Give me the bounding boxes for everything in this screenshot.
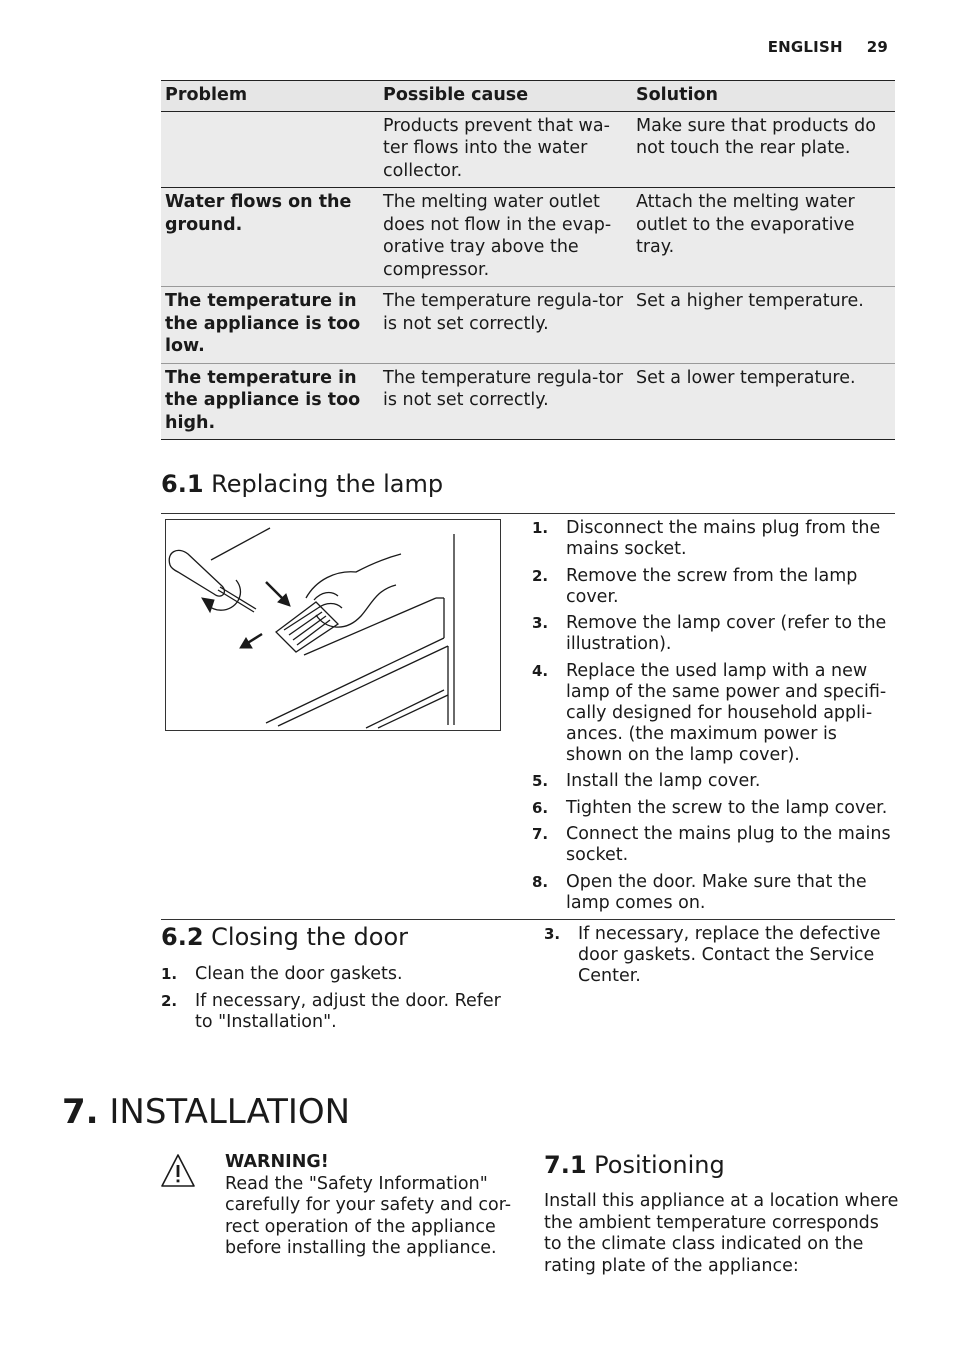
solution-cell: Set a higher temperature. xyxy=(632,287,895,364)
list-item xyxy=(532,872,892,914)
section-number: 6.1 xyxy=(161,470,204,498)
step-number: 5. xyxy=(532,772,549,790)
problem-cell xyxy=(161,111,379,188)
page-number: 29 xyxy=(866,38,888,56)
cause-cell: The temperature regula-tor is not set correctly. xyxy=(379,287,632,364)
solution-cell: Attach the melting water outlet to the evaporative tray. xyxy=(632,188,895,287)
step-text: Replace the used lamp with a new lamp of the same power and specifi-cally designed for household appli-ances. (the maximum power is shown on the lamp cover). xyxy=(566,660,887,765)
chapter-7-heading xyxy=(62,1092,350,1132)
lamp-replacement-steps xyxy=(532,518,892,919)
section-6-1-heading xyxy=(161,470,443,498)
step-number: 3. xyxy=(544,925,561,943)
section-divider xyxy=(161,919,895,920)
section-number: 7.1 xyxy=(544,1151,587,1179)
table-row xyxy=(161,287,895,364)
list-item xyxy=(161,964,501,985)
lamp-illustration-drawing xyxy=(166,520,500,730)
solution-cell: Make sure that products do not touch the rear plate. xyxy=(632,111,895,188)
list-item xyxy=(532,824,892,866)
page-header xyxy=(768,38,888,56)
list-item xyxy=(532,518,892,560)
step-number: 8. xyxy=(532,872,549,891)
step-text: Clean the door gaskets. xyxy=(195,964,403,984)
step-number: 7. xyxy=(532,825,549,843)
step-number: 1. xyxy=(532,519,549,537)
closing-door-steps-right xyxy=(544,924,884,993)
list-item xyxy=(544,924,884,987)
list-item xyxy=(532,798,892,819)
cause-cell: Products prevent that wa-ter flows into the water collector. xyxy=(379,111,632,188)
problem-cell: The temperature in the appliance is too low. xyxy=(161,287,379,364)
column-header-solution: Solution xyxy=(632,81,895,112)
cause-cell: The temperature regula-tor is not set correctly. xyxy=(379,363,632,440)
list-item xyxy=(532,661,892,766)
step-text: Disconnect the mains plug from the mains socket. xyxy=(566,518,881,559)
step-number: 6. xyxy=(532,798,549,817)
warning-triangle-icon xyxy=(160,1153,196,1189)
problem-cell: Water flows on the ground. xyxy=(161,188,379,287)
step-number: 1. xyxy=(161,965,178,983)
chapter-number: 7. xyxy=(62,1092,99,1132)
warning-block xyxy=(225,1152,515,1260)
section-title: Replacing the lamp xyxy=(211,470,444,498)
list-item xyxy=(532,566,892,608)
table-row xyxy=(161,363,895,440)
table-header-row xyxy=(161,81,895,112)
chapter-title: INSTALLATION xyxy=(109,1092,351,1132)
section-divider xyxy=(161,513,895,514)
solution-cell: Set a lower temperature. xyxy=(632,363,895,440)
cause-cell: The melting water outlet does not flow in the evap-orative tray above the compressor. xyxy=(379,188,632,287)
list-item xyxy=(161,991,501,1033)
step-text: Open the door. Make sure that the lamp comes on. xyxy=(566,871,867,913)
step-text: Tighten the screw to the lamp cover. xyxy=(566,797,888,818)
step-text: If necessary, adjust the door. Refer to "Installation". xyxy=(195,990,501,1032)
troubleshooting-table xyxy=(161,80,895,440)
warning-title: WARNING! xyxy=(225,1152,329,1172)
section-title: Positioning xyxy=(594,1151,725,1179)
list-item xyxy=(532,771,892,792)
step-text: Connect the mains plug to the mains socket. xyxy=(566,824,891,865)
section-6-2-heading xyxy=(161,923,408,951)
step-text: Remove the screw from the lamp cover. xyxy=(566,565,858,607)
step-number: 2. xyxy=(532,566,549,585)
step-text: Install the lamp cover. xyxy=(566,771,761,791)
warning-text: Read the "Safety Information" carefully for your safety and cor-rect operation of the appliance before installing the appliance. xyxy=(225,1173,512,1258)
rotate-arrow-icon xyxy=(202,598,214,612)
table-row xyxy=(161,111,895,188)
section-title: Closing the door xyxy=(211,923,408,951)
lamp-replacement-illustration xyxy=(165,519,501,731)
language-label: ENGLISH xyxy=(767,38,843,56)
problem-cell: The temperature in the appliance is too high. xyxy=(161,363,379,440)
step-text: If necessary, replace the defective door gaskets. Contact the Service Center. xyxy=(578,924,881,986)
section-7-1-heading xyxy=(544,1151,725,1179)
column-header-problem: Problem xyxy=(161,81,379,112)
step-number: 3. xyxy=(532,614,549,632)
step-text: Remove the lamp cover (refer to the illustration). xyxy=(566,613,887,654)
step-number: 2. xyxy=(161,991,178,1010)
positioning-text: Install this appliance at a location where the ambient temperature corresponds to the climate class indicated on the rating plate of the appliance: xyxy=(544,1191,899,1276)
closing-door-steps-left xyxy=(161,964,501,1038)
column-header-cause: Possible cause xyxy=(379,81,632,112)
section-number: 6.2 xyxy=(161,923,204,951)
pull-arrow-icon xyxy=(240,638,252,648)
step-number: 4. xyxy=(532,661,549,680)
table-row xyxy=(161,188,895,287)
list-item xyxy=(532,613,892,655)
